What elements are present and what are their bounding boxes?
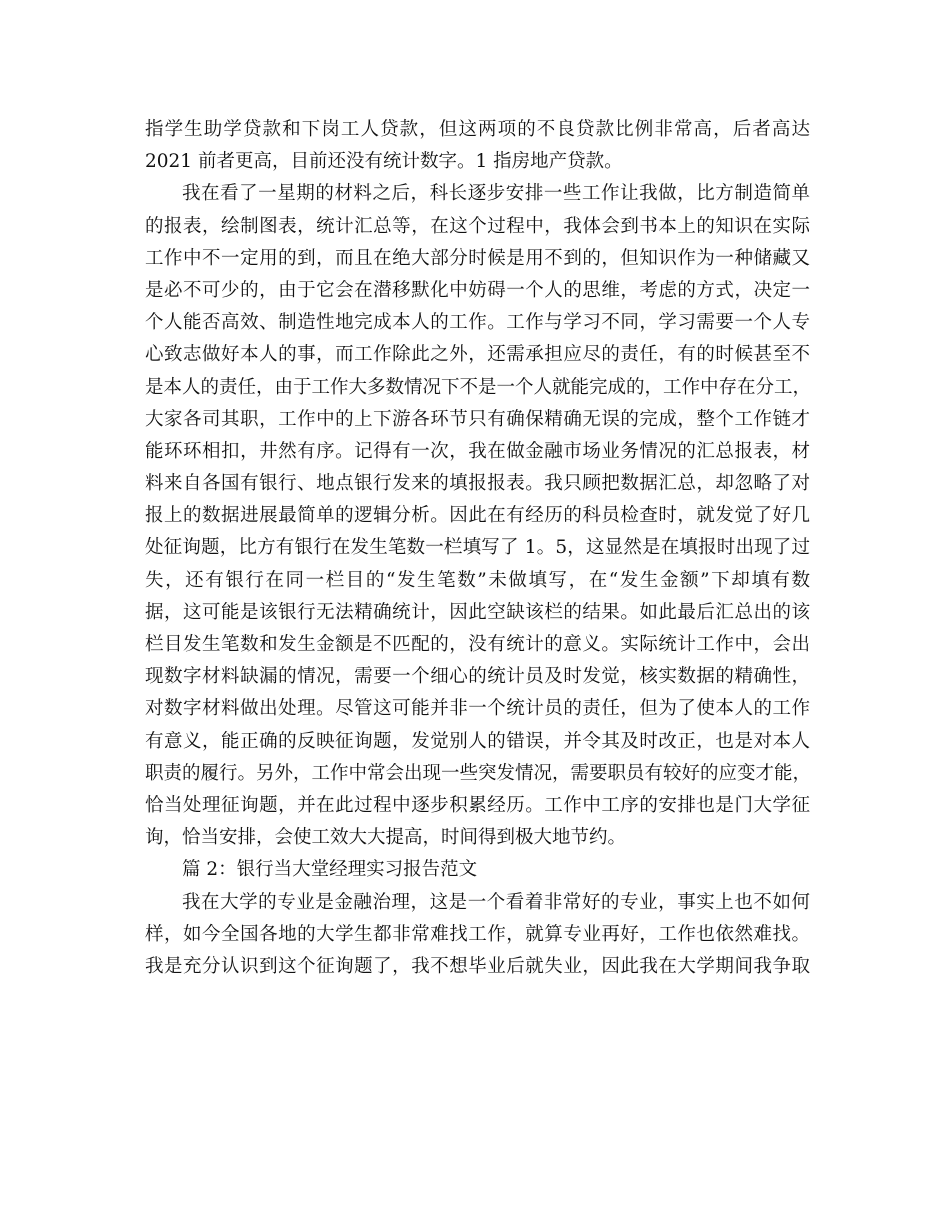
text-line: 恰当处理征询题，并在此过程中逐步积累经历。工作中工序的安排也是门大学征 [145,794,810,816]
paragraph-start-line: 我在大学的专业是金融治理，这是一个看着非常好的专业，事实上也不如何 [182,891,810,913]
text-line: 个人能否高效、制造性地完成本人的工作。工作与学习不同，学习需要一个人专 [145,312,810,334]
text-line: 现数字材料缺漏的情况，需要一个细心的统计员及时发觉，核实数据的精确性， [145,666,810,688]
text-line: 心致志做好本人的事，而工作除此之外，还需承担应尽的责任，有的时候甚至不 [145,344,810,366]
text-line: 处征询题，比方有银行在发生笔数一栏填写了 1。5，这显然是在填报时出现了过 [145,537,810,559]
text-line: 职责的履行。另外，工作中常会出现一些突发情况，需要职员有较好的应变才能， [145,762,812,784]
body-text [145,114,810,983]
text-line: 栏目发生笔数和发生金额是不匹配的，没有统计的意义。实际统计工作中，会出 [145,634,810,655]
text-line: 有意义，能正确的反映征询题，发觉别人的错误，并令其及时改正，也是对本人 [145,730,810,752]
text-line: 报上的数据进展最简单的逻辑分析。因此在有经历的科员检查时，就发觉了好几 [145,505,810,527]
text-line: 料来自各国有银行、地点银行发来的填报报表。我只顾把数据汇总，却忽略了对 [145,473,810,495]
text-line: 是必不可少的，由于它会在潜移默化中妨碍一个人的思维，考虑的方式，决定一 [145,279,810,301]
text-line: 询，恰当安排，会使工效大大提高，时间得到极大地节约。 [145,827,627,849]
text-line: 失，还有银行在同一栏目的“发生笔数”未做填写，在“发生金额”下却填有数 [145,569,810,591]
section-heading: 篇 2：银行当大堂经理实习报告范文 [182,859,478,881]
text-line: 能环环相扣，井然有序。记得有一次，我在做金融市场业务情况的汇总报表，材 [145,440,810,462]
text-line: 指学生助学贷款和下岗工人贷款，但这两项的不良贷款比例非常高，后者高达 [145,119,810,140]
text-line: 是本人的责任，由于工作大多数情况下不是一个人就能完成的，工作中存在分工， [145,376,812,398]
text-line: 我是充分认识到这个征询题了，我不想毕业后就失业，因此我在大学期间我争取 [145,955,810,977]
text-line: 样，如今全国各地的大学生都非常难找工作，就算专业再好，工作也依然难找。 [145,923,810,945]
text-line: 2021 前者更高，目前还没有统计数字。1 指房地产贷款。 [145,151,623,173]
text-line: 工作中不一定用的到，而且在绝大部分时候是用不到的，但知识作为一种储藏又 [145,247,810,269]
text-line: 据，这可能是该银行无法精确统计，因此空缺该栏的结果。如此最后汇总出的该 [145,601,810,623]
text-line: 大家各司其职，工作中的上下游各环节只有确保精确无误的完成，整个工作链才 [145,408,810,430]
text-line: 对数字材料做出处理。尽管这可能并非一个统计员的责任，但为了使本人的工作 [145,698,810,720]
paragraph-start-line: 我在看了一星期的材料之后，科长逐步安排一些工作让我做，比方制造简单 [182,183,810,205]
text-line: 的报表，绘制图表，统计汇总等，在这个过程中，我体会到书本上的知识在实际 [145,215,810,237]
